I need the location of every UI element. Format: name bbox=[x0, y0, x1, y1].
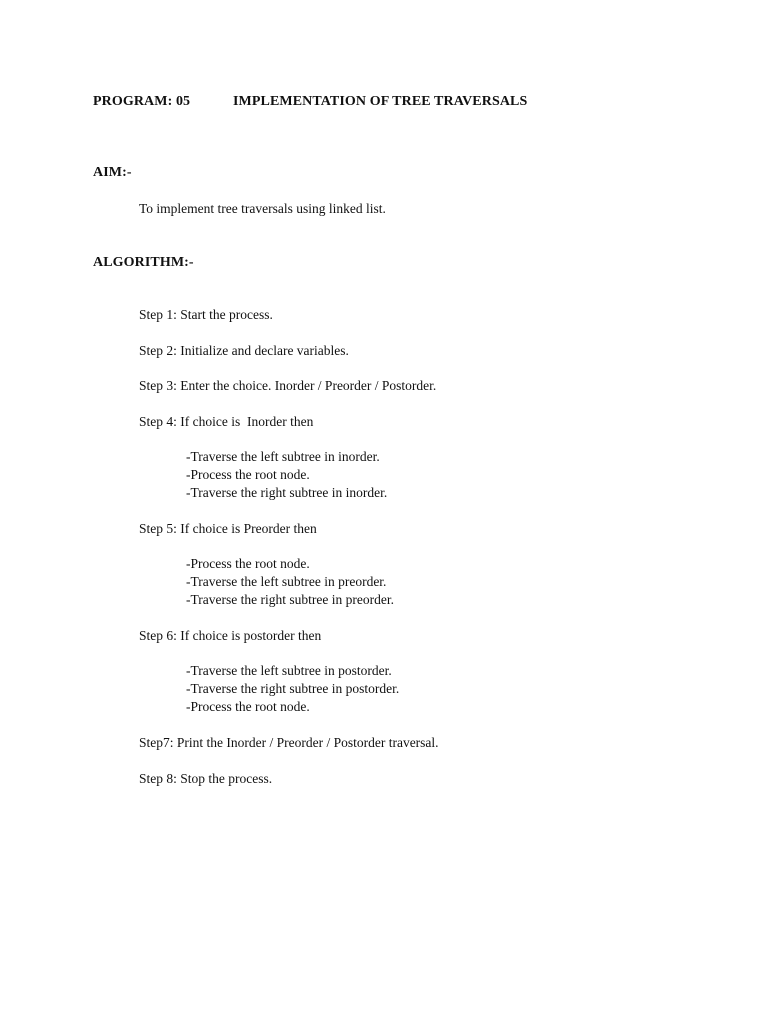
step-6-sub-item: -Traverse the left subtree in postorder. bbox=[186, 663, 392, 678]
step-5: Step 5: If choice is Preorder then bbox=[139, 521, 317, 536]
aim-heading: AIM:- bbox=[93, 165, 132, 180]
aim-text: To implement tree traversals using linked list. bbox=[139, 201, 386, 216]
algorithm-heading: ALGORITHM:- bbox=[93, 255, 194, 270]
step-5-sub-item: -Process the root node. bbox=[186, 556, 310, 571]
step-6: Step 6: If choice is postorder then bbox=[139, 628, 322, 643]
program-title: IMPLEMENTATION OF TREE TRAVERSALS bbox=[233, 94, 528, 109]
step-4: Step 4: If choice is Inorder then bbox=[139, 414, 314, 429]
step-5-sub-item: -Traverse the right subtree in preorder. bbox=[186, 592, 394, 607]
step-7: Step7: Print the Inorder / Preorder / Postorder traversal. bbox=[139, 735, 439, 750]
step-6-sub-item: -Process the root node. bbox=[186, 699, 310, 714]
step-4-sub-item: -Traverse the left subtree in inorder. bbox=[186, 449, 380, 464]
program-label: PROGRAM: 05 bbox=[93, 94, 191, 109]
step-8: Step 8: Stop the process. bbox=[139, 771, 273, 786]
step-5-sub-item: -Traverse the left subtree in preorder. bbox=[186, 574, 387, 589]
step-1: Step 1: Start the process. bbox=[139, 307, 273, 322]
step-2: Step 2: Initialize and declare variables. bbox=[139, 343, 349, 358]
step-6-sub-item: -Traverse the right subtree in postorder. bbox=[186, 681, 400, 696]
step-3: Step 3: Enter the choice. Inorder / Preorder / Postorder. bbox=[139, 378, 437, 393]
step-4-sub-item: -Process the root node. bbox=[186, 467, 310, 482]
step-4-sub-item: -Traverse the right subtree in inorder. bbox=[186, 485, 388, 500]
